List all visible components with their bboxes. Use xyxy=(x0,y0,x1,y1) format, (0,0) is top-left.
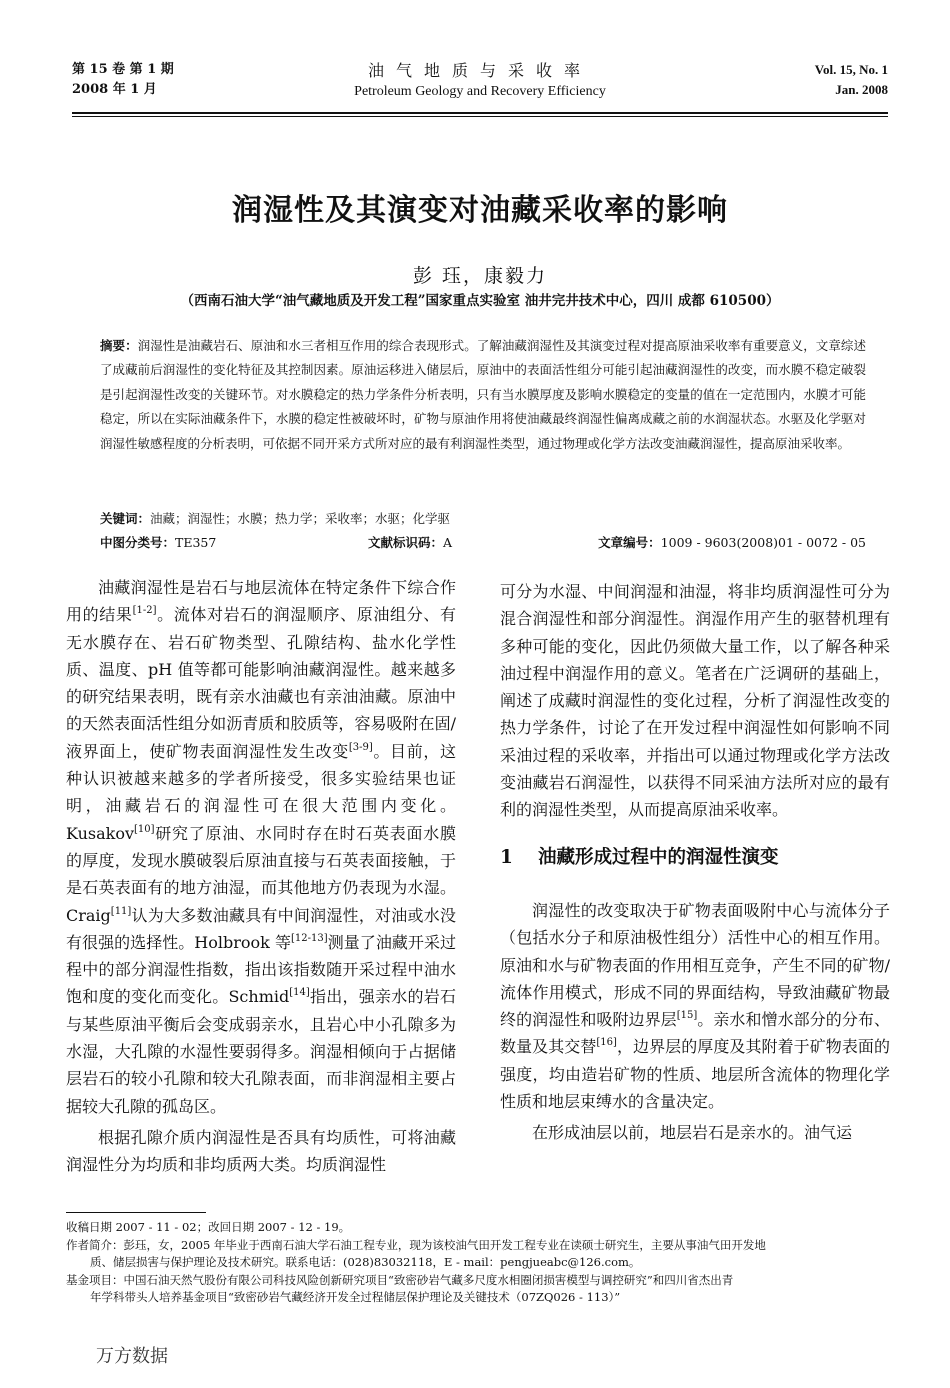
received-date: 收稿日期 2007 - 11 - 02；改回日期 2007 - 12 - 19。 xyxy=(66,1220,351,1234)
author-bio-cont: 质、储层损害与保护理论及技术研究。联系电话：(028)83032118，E - mail：pengjueabc@126.com。 xyxy=(90,1255,641,1269)
volume-issue: 第 15 卷 第 1 期 xyxy=(72,62,174,77)
watermark: 万方数据 xyxy=(96,1346,168,1367)
journal-name xyxy=(72,60,888,102)
paragraph: 润湿性的改变取决于矿物表面吸附中心与流体分子（包括水分子和原油极性组分）活性中心的相互作用。原油和水与矿物表面的作用相互竞争，产生不同的矿物/流体作用模式，形成不同的界面结构，导致油藏矿物最终的润湿性和吸附边界层[15]。亲水和憎水部分的分布、数量及其交替[16]，边界层的厚度及其附着于矿物表面的强度，均由造岩矿物的性质、地层所含流体的物理化学性质和地层束缚水的含量决定。 xyxy=(500,900,890,1112)
right-column xyxy=(500,578,890,1147)
issue-date: 2008 年 1 月 xyxy=(72,82,157,97)
paragraph: 油藏润湿性是岩石与地层流体在特定条件下综合作用的结果[1-2]。流体对岩石的润湿顺序、原油组分、有无水膜存在、岩石矿物类型、孔隙结构、盐水化学性质、温度、pH 值等都可能影响油藏润湿性。越来越多的研究结果表明，既有亲水油藏也有亲油油藏。原油中的天然表面活性组分如沥青质和胶质等，容易吸附在固/液界面上，使矿物表面润湿性发生改变[3-9]。目前，这种认识被越来越多的学者所接受，很多实验结果也证明，油藏岩石的润湿性可在很大范围内变化。Kusakov[10]研究了原油、水同时存在时石英表面水膜的厚度，发现水膜破裂后原油直接与石英表面接触，于是石英表面有的地方油湿，而其他地方仍表现为水湿。Craig[11]认为大多数油藏具有中间润湿性，对油或水没有很强的选择性。Holbrook 等[12-13]测量了油藏开采过程中的部分润湿性指数，指出该指数随开采过程中油水饱和度的变化而变化。Schmid[14]指出，强亲水的岩石与某些原油平衡后会变成弱亲水，且岩心中小孔隙多为水湿，大孔隙的水湿性要弱得多。润湿相倾向于占据储层岩石的较小孔隙和较大孔隙表面，而非润湿相主要占据较大孔隙的孤岛区。 xyxy=(66,578,456,1116)
affiliation: （西南石油大学“油气藏地质及开发工程”国家重点实验室 油井完井技术中心，四川 成都 610500） xyxy=(180,293,780,309)
clc-value: TE357 xyxy=(175,535,217,550)
section-title: 油藏形成过程中的润湿性演变 xyxy=(538,846,779,868)
journal-name-en: Petroleum Geology and Recovery Efficiency xyxy=(354,84,606,99)
article-number xyxy=(598,531,866,555)
citation: [15] xyxy=(676,1010,698,1022)
running-header xyxy=(72,60,888,106)
issue-date-en: Jan. 2008 xyxy=(835,82,888,97)
keywords-text: 油藏；润湿性；水膜；热力学；采收率；水驱；化学驱 xyxy=(150,511,451,526)
citation: [12-13] xyxy=(291,932,328,944)
citation: [10] xyxy=(134,823,155,835)
keywords xyxy=(100,507,866,531)
author-bio: 作者简介：彭珏，女，2005 年毕业于西南石油大学石油工程专业，现为该校油气田开发工程专业在读硕士研究生，主要从事油气田开发地 xyxy=(66,1237,766,1252)
footnote-rule xyxy=(66,1212,206,1213)
classification-line xyxy=(100,531,866,555)
abstract-label: 摘要： xyxy=(100,338,138,353)
paragraph: 在形成油层以前，地层岩石是亲水的。油气运 xyxy=(532,1123,853,1143)
header-rule xyxy=(72,112,888,114)
clc-number xyxy=(100,531,216,555)
footnotes xyxy=(66,1219,890,1307)
left-column xyxy=(66,574,456,1179)
volume-issue-en: Vol. 15, No. 1 xyxy=(814,62,888,77)
doc-code xyxy=(368,531,452,555)
art-label: 文章编号： xyxy=(598,535,661,550)
citation: [1-2] xyxy=(132,605,157,617)
section-heading xyxy=(500,844,890,871)
citation: [11] xyxy=(110,905,132,917)
doc-value: A xyxy=(443,535,453,550)
authors: 彭 珏，康毅力 xyxy=(412,265,548,287)
paper-title: 润湿性及其演变对油藏采收率的影响 xyxy=(232,193,728,228)
abstract-text: 润湿性是油藏岩石、原油和水三者相互作用的综合表现形式。了解油藏润湿性及其演变过程对提高原油采收率有重要意义，文章综述了成藏前后润湿性的变化特征及其控制因素。原油运移进入储层后，原油中的表面活性组分可能引起油藏润湿性的改变，而水膜不稳定破裂是引起润湿性改变的关键环节。对水膜稳定的热力学条件分析表明，只有当水膜厚度及影响水膜稳定的变量的值在一定范围内，水膜才可能稳定，所以在实际油藏条件下，水膜的稳定性被破坏时，矿物与原油作用将使油藏最终润湿性偏离成藏之前的水润湿状态。水驱及化学驱对润湿性敏感程度的分析表明，可依据不同开采方式所对应的最有利润湿性类型，通过物理或化学方法改变油藏润湿性，提高原油采收率。 xyxy=(100,338,866,451)
citation: [14] xyxy=(289,987,310,999)
abstract xyxy=(100,334,866,456)
issue-info-en xyxy=(815,60,888,100)
header-rule-thin xyxy=(72,116,888,117)
journal-name-cn: 油气地质与采收率 xyxy=(367,61,592,80)
keywords-label: 关键词： xyxy=(100,511,151,526)
clc-label: 中图分类号： xyxy=(100,535,176,550)
citation: [16] xyxy=(596,1037,617,1049)
art-value: 1009 - 9603(2008)01 - 0072 - 05 xyxy=(660,535,866,550)
paragraph: 可分为水湿、中间润湿和油湿，将非均质润湿性可分为混合润湿性和部分润湿性。润湿作用产生的驱替机理有多种可能的变化，因此仍须做大量工作，以了解各种采油过程中润湿作用的意义。笔者在广泛调研的基础上，阐述了成藏时润湿性的变化过程，分析了润湿性改变的热力学条件，讨论了在开发过程中润湿性如何影响不同采油过程的采收率，并指出可以通过物理或化学方法改变油藏岩石润湿性，以获得不同采油方法所对应的最有利的润湿性类型，从而提高原油采收率。 xyxy=(500,582,890,820)
funding-cont: 年学科带头人培养基金项目“致密砂岩气藏经济开发全过程储层保护理论及关键技术（07ZQ026 - 113）” xyxy=(90,1290,621,1304)
section-number: 1 xyxy=(500,846,513,868)
paragraph: 根据孔隙介质内润湿性是否具有均质性，可将油藏润湿性分为均质和非均质两大类。均质润湿性 xyxy=(66,1127,456,1175)
doc-label: 文献标识码： xyxy=(368,535,444,550)
citation: [3-9] xyxy=(348,741,373,753)
funding: 基金项目：中国石油天然气股份有限公司科技风险创新研究项目“致密砂岩气藏多尺度水相圈闭损害模型与调控研究”和四川省杰出青 xyxy=(66,1272,734,1287)
